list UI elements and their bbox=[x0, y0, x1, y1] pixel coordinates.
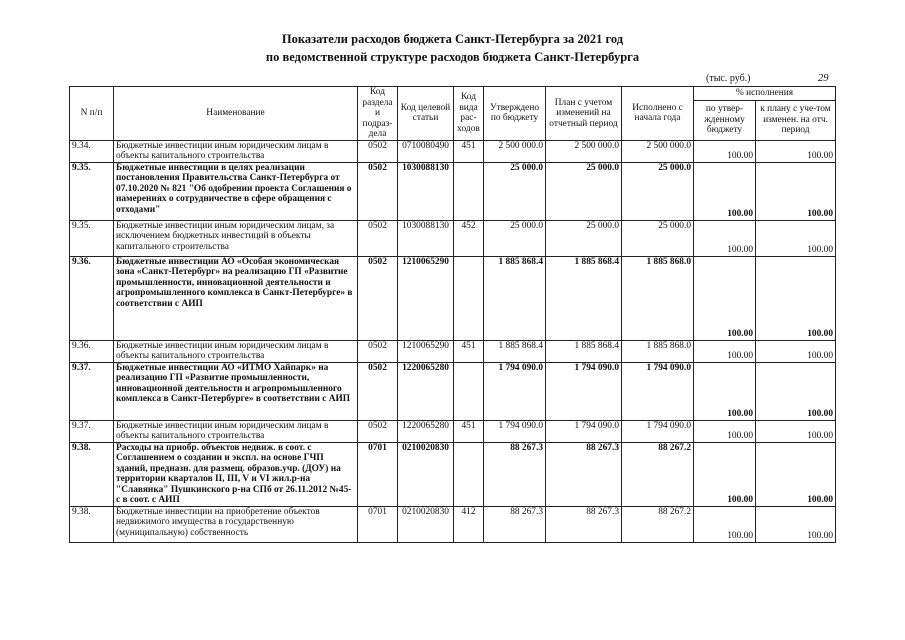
row-target-code: 1210065290 bbox=[398, 256, 454, 340]
row-approved: 2 500 000.0 bbox=[484, 140, 546, 162]
row-approved: 1 885 868.4 bbox=[484, 340, 546, 362]
table-row bbox=[70, 442, 836, 506]
row-approved: 1 794 090.0 bbox=[484, 420, 546, 442]
row-name: Бюджетные инвестиции на приобретение объектов недвижимого имущества в государственную (муниципальную) собственность bbox=[114, 506, 358, 542]
row-section-code: 0502 bbox=[358, 162, 398, 220]
row-plan: 25 000.0 bbox=[546, 220, 622, 256]
table-row bbox=[70, 340, 836, 362]
row-section-code: 0502 bbox=[358, 220, 398, 256]
row-name: Бюджетные инвестиции иным юридическим лицам в объекты капитального строительства bbox=[114, 340, 358, 362]
row-number: 9.37. bbox=[70, 420, 114, 442]
col-header-name: Наименование bbox=[114, 87, 358, 141]
row-pct-plan: 100.00 bbox=[756, 506, 836, 542]
table-row bbox=[70, 140, 836, 162]
row-pct-approved: 100.00 bbox=[694, 420, 756, 442]
row-executed: 25 000.0 bbox=[622, 220, 694, 256]
table-row bbox=[70, 256, 836, 340]
row-pct-approved: 100.00 bbox=[694, 220, 756, 256]
row-type-code: 452 bbox=[454, 220, 484, 256]
row-approved: 25 000.0 bbox=[484, 220, 546, 256]
row-approved: 88 267.3 bbox=[484, 442, 546, 506]
row-pct-approved: 100.00 bbox=[694, 162, 756, 220]
table-row bbox=[70, 162, 836, 220]
row-executed: 2 500 000.0 bbox=[622, 140, 694, 162]
row-plan: 88 267.3 bbox=[546, 442, 622, 506]
row-section-code: 0502 bbox=[358, 140, 398, 162]
row-name: Бюджетные инвестиции АО «Особая экономическая зона «Санкт-Петербург» на реализацию ГП «Развитие промышленности, инновационной деятельности и агропромышленного комплекса в Санкт-Петербурге» в соответствии с АИП bbox=[114, 256, 358, 340]
row-plan: 88 267.3 bbox=[546, 506, 622, 542]
row-target-code: 1210065290 bbox=[398, 340, 454, 362]
row-pct-plan: 100.00 bbox=[756, 140, 836, 162]
col-header-pct-group: % исполнения bbox=[694, 87, 836, 101]
row-name: Бюджетные инвестиции в целях реализации постановления Правительства Санкт-Петербурга от 07.10.2020 № 821 "Об одобрении проекта Соглашения о намерениях о сотрудничестве в сфере обращения с отходами" bbox=[114, 162, 358, 220]
row-pct-approved: 100.00 bbox=[694, 362, 756, 420]
row-executed: 88 267.2 bbox=[622, 506, 694, 542]
row-section-code: 0502 bbox=[358, 420, 398, 442]
row-pct-plan: 100.00 bbox=[756, 362, 836, 420]
row-type-code: 451 bbox=[454, 340, 484, 362]
row-type-code: 451 bbox=[454, 420, 484, 442]
row-number: 9.35. bbox=[70, 162, 114, 220]
row-type-code: 451 bbox=[454, 140, 484, 162]
row-executed: 1 794 090.0 bbox=[622, 420, 694, 442]
row-section-code: 0701 bbox=[358, 442, 398, 506]
row-plan: 2 500 000.0 bbox=[546, 140, 622, 162]
row-approved: 25 000.0 bbox=[484, 162, 546, 220]
row-type-code: 412 bbox=[454, 506, 484, 542]
row-number: 9.38. bbox=[70, 442, 114, 506]
row-plan: 1 885 868.4 bbox=[546, 340, 622, 362]
col-header-type: Код вида рас-ходов bbox=[454, 87, 484, 141]
row-executed: 1 885 868.0 bbox=[622, 256, 694, 340]
table-row bbox=[70, 220, 836, 256]
row-approved: 1 794 090.0 bbox=[484, 362, 546, 420]
row-executed: 1 794 090.0 bbox=[622, 362, 694, 420]
row-approved: 88 267.3 bbox=[484, 506, 546, 542]
row-plan: 25 000.0 bbox=[546, 162, 622, 220]
row-type-code bbox=[454, 162, 484, 220]
report-title: Показатели расходов бюджета Санкт-Петербурга за 2021 год bbox=[281, 32, 624, 46]
units-label: (тыс. руб.) bbox=[706, 73, 751, 84]
row-executed: 88 267.2 bbox=[622, 442, 694, 506]
row-target-code: 0210020830 bbox=[398, 506, 454, 542]
row-section-code: 0701 bbox=[358, 506, 398, 542]
row-target-code: 0210020830 bbox=[398, 442, 454, 506]
row-number: 9.34. bbox=[70, 140, 114, 162]
row-type-code bbox=[454, 256, 484, 340]
row-target-code: 1220065280 bbox=[398, 420, 454, 442]
row-name: Бюджетные инвестиции АО «ИТМО Хайпарк» на реализацию ГП «Развитие промышленности, инновационной деятельности и агропромышленного комплекса в Санкт-Петербурге» в соответствии с АИП bbox=[114, 362, 358, 420]
row-number: 9.37. bbox=[70, 362, 114, 420]
col-header-approved: Утверждено по бюджету bbox=[484, 87, 546, 141]
row-section-code: 0502 bbox=[358, 340, 398, 362]
row-section-code: 0502 bbox=[358, 362, 398, 420]
row-name: Бюджетные инвестиции иным юридическим лицам в объекты капитального строительства bbox=[114, 140, 358, 162]
budget-table bbox=[69, 86, 836, 543]
row-pct-approved: 100.00 bbox=[694, 140, 756, 162]
row-pct-approved: 100.00 bbox=[694, 442, 756, 506]
row-pct-plan: 100.00 bbox=[756, 256, 836, 340]
row-pct-plan: 100.00 bbox=[756, 220, 836, 256]
row-target-code: 1030088130 bbox=[398, 162, 454, 220]
col-header-executed: Исполнено с начала года bbox=[622, 87, 694, 141]
row-name: Расходы на приобр. объектов недвиж. в соот. с Соглашением о создании и экспл. на основе ГЧП зданий, предназн. для размещ. образов.учр. (ДОУ) на территории кварталов II, III, V и VI жил.р-на "Славянка" Пушкинского р-на СПб от 26.11.2012 №45-с в соот. с АИП bbox=[114, 442, 358, 506]
row-number: 9.36. bbox=[70, 340, 114, 362]
col-header-section: Код раздела и подраз-дела bbox=[358, 87, 398, 141]
row-pct-plan: 100.00 bbox=[756, 420, 836, 442]
row-plan: 1 794 090.0 bbox=[546, 420, 622, 442]
col-header-plan: План с учетом изменений на отчетный период bbox=[546, 87, 622, 141]
row-target-code: 1220065280 bbox=[398, 362, 454, 420]
row-approved: 1 885 868.4 bbox=[484, 256, 546, 340]
row-number: 9.36. bbox=[70, 256, 114, 340]
table-row bbox=[70, 420, 836, 442]
page-number: 29 bbox=[818, 73, 829, 84]
table-row bbox=[70, 362, 836, 420]
row-name: Бюджетные инвестиции иным юридическим лицам, за исключением бюджетных инвестиций в объекты капитального строительства bbox=[114, 220, 358, 256]
row-pct-approved: 100.00 bbox=[694, 506, 756, 542]
table-row bbox=[70, 506, 836, 542]
row-pct-plan: 100.00 bbox=[756, 162, 836, 220]
row-executed: 25 000.0 bbox=[622, 162, 694, 220]
row-plan: 1 794 090.0 bbox=[546, 362, 622, 420]
table-body bbox=[70, 140, 836, 542]
row-number: 9.38. bbox=[70, 506, 114, 542]
row-pct-approved: 100.00 bbox=[694, 340, 756, 362]
col-header-no: N п/п bbox=[70, 87, 114, 141]
report-subtitle: по ведомственной структуре расходов бюджета Санкт-Петербурга bbox=[265, 50, 640, 64]
row-executed: 1 885 868.0 bbox=[622, 340, 694, 362]
row-target-code: 1030088130 bbox=[398, 220, 454, 256]
col-header-pct-approved: по утвер-жденному бюджету bbox=[694, 100, 756, 140]
row-type-code bbox=[454, 362, 484, 420]
row-pct-plan: 100.00 bbox=[756, 442, 836, 506]
col-header-pct-plan: к плану с уче-том изменен. на отч. период bbox=[756, 100, 836, 140]
row-plan: 1 885 868.4 bbox=[546, 256, 622, 340]
row-pct-approved: 100.00 bbox=[694, 256, 756, 340]
row-target-code: 0710080490 bbox=[398, 140, 454, 162]
row-pct-plan: 100.00 bbox=[756, 340, 836, 362]
col-header-target: Код целевой статьи bbox=[398, 87, 454, 141]
row-name: Бюджетные инвестиции иным юридическим лицам в объекты капитального строительства bbox=[114, 420, 358, 442]
row-number: 9.35. bbox=[70, 220, 114, 256]
row-type-code bbox=[454, 442, 484, 506]
row-section-code: 0502 bbox=[358, 256, 398, 340]
